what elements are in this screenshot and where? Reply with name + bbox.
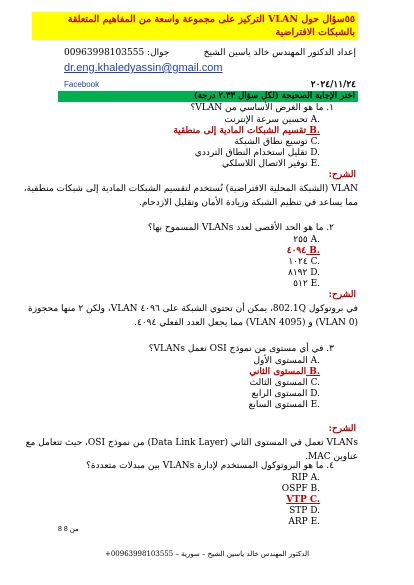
question-2-explanation-label: الشرح: [328,290,356,300]
question-1-option-c: توسيع نطاق الشبكة C. [234,137,320,147]
question-2-option-e: ٥١٢ E. [293,279,320,289]
question-3-option-d: المستوى الرابع D. [251,389,320,399]
footer-credit: الدكتور المهندس خالد ياسين الشيخ – سورية – 00963998103555+ [104,550,310,558]
author-line: إعداد الدكتور المهندس خالد ياسين الشيخ [203,48,356,58]
question-1-option-a: تحسين سرعة الإنترنت A. [224,115,320,125]
question-3-option-b: المستوى الثاني B. [249,367,320,377]
question-4-option-d: STP D. [289,506,320,516]
author-email-link[interactable]: dr.eng.khaledyassin@gmail.com [64,62,223,74]
instruction-banner [58,91,358,102]
question-2-option-b: ٤٠٩٤ B. [286,246,320,256]
question-1-option-e: توفير الاتصال اللاسلكي E. [221,159,320,169]
facebook-link[interactable]: Facebook [64,80,100,89]
question-3-stem: ٣. في أي مستوى من نموذج OSI تعمل VLANs؟ [148,344,334,354]
question-4-option-e: ARP E. [288,517,320,527]
question-3-option-c: المستوى الثالث C. [249,378,320,388]
document-date: ٢٠٢٤/١١/٢٤ [310,80,356,90]
question-2-explanation: في بروتوكول 802.1Q، يمكن أن تحتوي الشبكة على ٤٠٩٦ VLAN، ولكن ٢ منها محجوزة (VLAN 0) و (VLAN 4095) مما يجعل العدد الفعلي ٤٠٩٤. [28,304,358,328]
question-2-option-d: ٨١٩٢ D. [288,268,320,278]
question-4-option-c: VTP C. [286,495,320,505]
question-3-option-e: المستوى السابع E. [248,400,320,410]
question-2-option-c: ١٠٢٤ C. [288,257,320,267]
question-3-option-a: المستوى الأول A. [253,356,320,366]
question-1-option-d: تقليل استخدام النطاق الترددي D. [194,148,320,158]
question-4-stem: ٤. ما هو البروتوكول المستخدم لإدارة VLANs بين مبدلات متعددة؟ [86,461,334,471]
instruction-text: اختر الإجابة الصحيحة (لكل سؤال ٢.٣٣ درجة) [193,91,355,101]
question-3-explanation: VLANs تعمل في المستوى الثاني (Data Link Layer) من نموذج OSI، حيث تتعامل مع عناوين MAC. [25,438,358,462]
question-4-option-a: RIP A. [291,473,320,483]
question-1-option-b: تقسيم الشبكات المادية إلى منطقية B. [173,126,320,136]
phone-number: جوال: 00963998103555 [64,48,170,58]
page-number: 8 من 8 [58,526,79,533]
question-1-stem: ١. ما هو الغرض الأساسي من VLAN؟ [190,103,334,113]
question-3-explanation-label: الشرح: [328,424,356,434]
document-title: ٥٥سؤال حول VLAN التركيز على مجموعة واسعة من المفاهيم المتعلقة بالشبكات الافتراضية [32,12,358,40]
question-1-explanation: VLAN (الشبكة المحلية الافتراضية) تُستخدم لتقسيم الشبكات المادية إلى شبكات منطقية، مما يساعد في تنظيم الشبكة وزيادة الأمان وتقليل الازدحام. [23,184,358,208]
question-4-option-b: OSPF B. [281,484,320,494]
question-1-explanation-label: الشرح: [328,170,356,180]
question-2-option-a: ٢٥٥ A. [293,235,320,245]
question-2-stem: ٢. ما هو الحد الأقصى لعدد VLANs المسموح بها؟ [147,223,334,233]
